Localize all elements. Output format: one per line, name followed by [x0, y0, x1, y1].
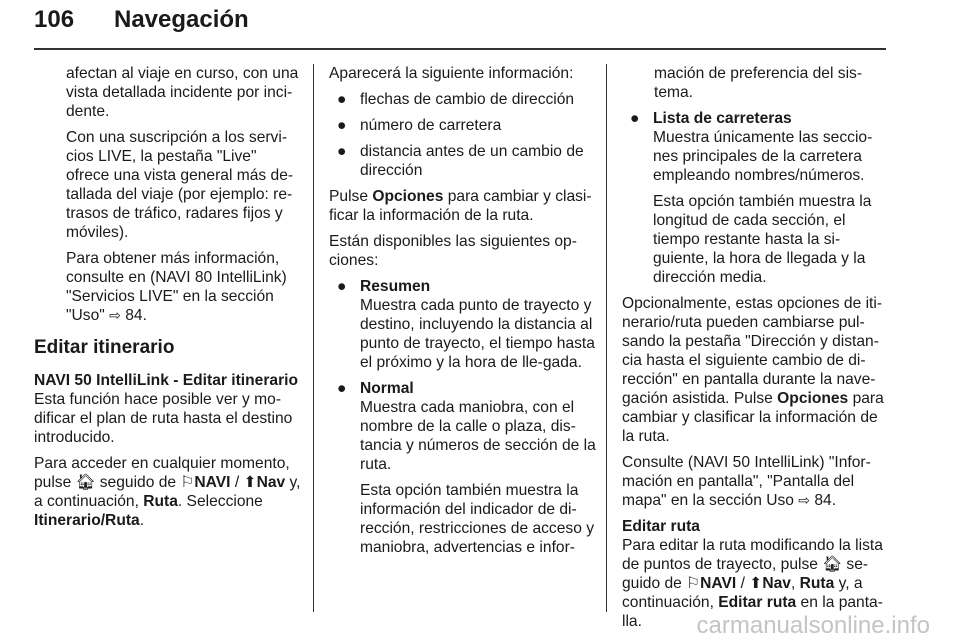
paragraph: afectan al viaje en curso, con una vista detallada incidente por inci-dente.: [66, 65, 299, 120]
bullet-icon: ●: [337, 380, 347, 397]
nav-arrow-icon: ⬆: [243, 474, 257, 491]
bullet-icon: ●: [337, 91, 347, 108]
page-ref-link[interactable]: 84.: [125, 307, 147, 324]
paragraph: mación de preferencia del sis-tema.: [654, 65, 863, 101]
home-icon: 🏠︎: [822, 556, 843, 573]
page-ref-arrow-icon: ⇨: [109, 307, 121, 323]
page-ref-arrow-icon: ⇨: [798, 492, 811, 508]
paragraph: Esta función hace posible ver y mo-dificar el plan de ruta hasta el destino introducido.: [34, 391, 293, 446]
nav-arrow-icon: ⬆: [749, 575, 763, 592]
list-item: ● número de carretera: [337, 117, 502, 134]
paragraph: Están disponibles las siguientes op-ciones:: [329, 233, 577, 269]
paragraph: Para obtener más información, consulte en (NAVI 80 IntelliLink) "Servicios LIVE" en la sección "Uso" ⇨ 84.: [66, 250, 287, 324]
bullet-icon: ●: [337, 117, 347, 134]
paragraph: Pulse Opciones para cambiar y clasi-ficar la información de la ruta.: [329, 188, 592, 224]
flag-icon: ⚐: [180, 474, 195, 491]
sub-heading: Editar ruta: [622, 518, 700, 535]
list-item-normal: ● Normal Muestra cada maniobra, con el nombre de la calle o plaza, dis-tancia y números de sección de la ruta. Esta opción también muestra la información del indicador de di-rección, restricciones de acceso y maniobra, advertencias e infor-: [337, 380, 596, 556]
flag-icon: ⚐: [686, 575, 701, 592]
page-number: 106: [34, 6, 75, 33]
list-item: ● distancia antes de un cambio de dirección: [337, 143, 584, 179]
column-3: [622, 64, 888, 638]
paragraph: Para editar la ruta modificando la lista de puntos de trayecto, pulse 🏠︎ se-guido de ⚐NAVI / ⬆Nav, Ruta y, a continuación, Editar ruta en la panta-lla.: [622, 537, 883, 630]
sub-heading: NAVI 50 IntelliLink - Editar itinerario: [34, 372, 298, 389]
page-header: [34, 2, 886, 48]
list-item: ● flechas de cambio de dirección: [337, 91, 575, 108]
watermark: carmanualsonline.info: [696, 612, 930, 639]
column-1: [34, 64, 302, 537]
heading-editar-itinerario: Editar itinerario: [34, 337, 175, 358]
bullet-icon: ●: [337, 278, 347, 295]
column-divider: [606, 64, 607, 612]
page-ref-link[interactable]: 84.: [814, 492, 837, 509]
section-title: Navegación: [114, 6, 249, 33]
column-divider: [313, 64, 314, 612]
paragraph: Opcionalmente, estas opciones de iti-nerario/ruta pueden cambiarse pul-sando la pestaña "Dirección y distan-cia hasta el siguiente cambio de di-rección" en pantalla durante la nave-gación asistida. Pulse Opciones para cambiar y clasificar la información de la ruta.: [622, 295, 884, 445]
home-icon: 🏠︎: [75, 474, 96, 491]
bullet-icon: ●: [337, 143, 347, 160]
column-2: [329, 64, 597, 564]
bullet-icon: ●: [630, 110, 640, 127]
paragraph: Aparecerá la siguiente información:: [329, 65, 574, 82]
list-item-lista: ● Lista de carreteras Muestra únicamente las seccio-nes principales de la carretera empleando nombres/números. Esta opción también muestra la longitud de cada sección, el tiempo restante hasta la si-guiente, la hora de llegada y la dirección media.: [630, 110, 873, 286]
header-rule: [34, 48, 886, 50]
paragraph: Con una suscripción a los servi-cios LIVE, la pestaña "Live" ofrece una vista general más de-tallada del viaje (por ejemplo: re-trasos de tráfico, radares fijos y móviles).: [66, 129, 294, 241]
paragraph: Consulte (NAVI 50 IntelliLink) "Infor-mación en pantalla", "Pantalla del mapa" en la sección Uso ⇨ 84.: [622, 454, 871, 509]
paragraph: Para acceder en cualquier momento, pulse 🏠︎ seguido de ⚐NAVI / ⬆Nav y, a continuación, Ruta. Seleccione Itinerario/Ruta.: [34, 455, 301, 529]
list-item-resumen: ● Resumen Muestra cada punto de trayecto y destino, incluyendo la distancia al punto de trayecto, el tiempo hasta el próximo y la hora de lle-gada.: [337, 278, 595, 371]
